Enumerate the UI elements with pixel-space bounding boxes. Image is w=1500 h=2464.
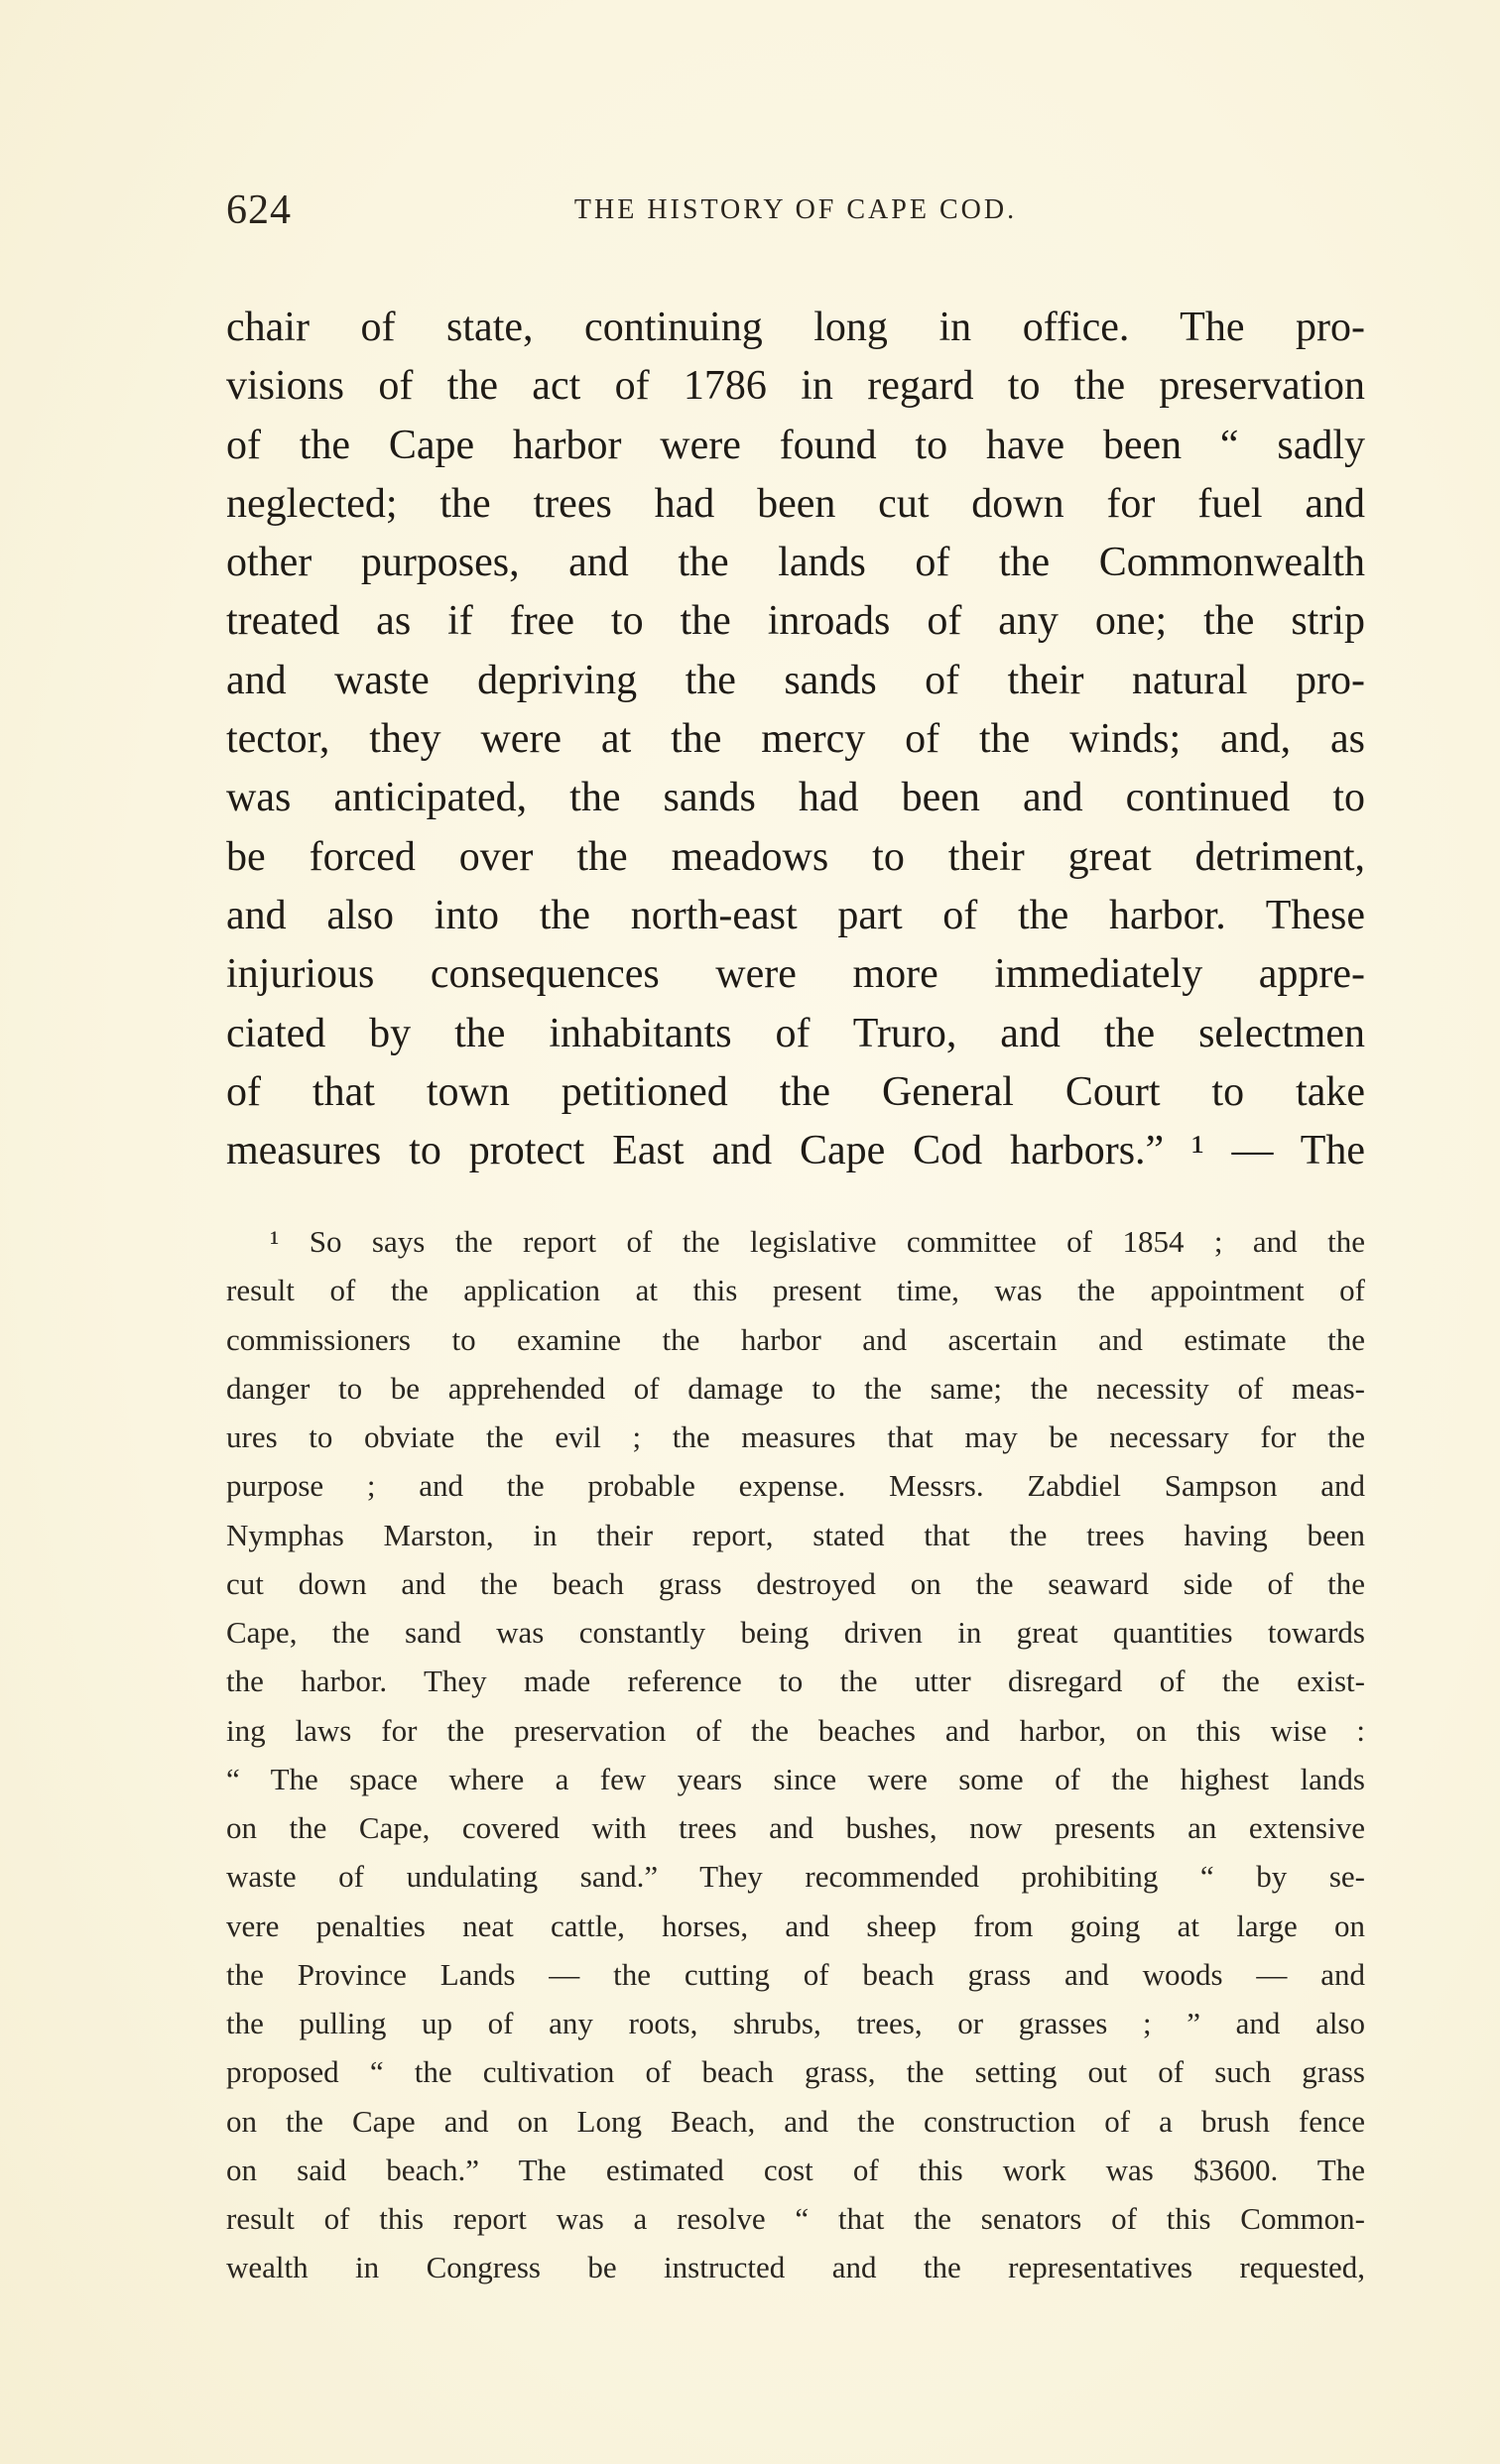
footnote-line: “ The space where a few years since were some of the highest lands (226, 1761, 1365, 1796)
main-text (226, 299, 1365, 1180)
footnote-line: the pulling up of any roots, shrubs, trees, or grasses ; ” and also (226, 2006, 1365, 2040)
body-line: ciated by the inhabitants of Truro, and the selectmen (226, 1010, 1365, 1056)
footnote-line: Cape, the sand was constantly being driven in great quantities towards (226, 1615, 1365, 1650)
body-line: of that town petitioned the General Court to take (226, 1068, 1365, 1115)
body-line: injurious consequences were more immediately appre- (226, 951, 1365, 998)
footnote-line: ures to obviate the evil ; the measures that may be necessary for the (226, 1419, 1365, 1454)
body-line: other purposes, and the lands of the Commonwealth (226, 540, 1365, 586)
body-line: was anticipated, the sands had been and continued to (226, 775, 1365, 821)
footnote-line: purpose ; and the probable expense. Messrs. Zabdiel Sampson and (226, 1468, 1365, 1504)
body-line: visions of the act of 1786 in regard to the preservation (226, 363, 1365, 410)
footnote-line: on the Cape, covered with trees and bushes, now presents an extensive (226, 1810, 1365, 1845)
footnote-line: result of this report was a resolve “ that the senators of this Common- (226, 2201, 1365, 2236)
body-line: of the Cape harbor were found to have been “ sadly (226, 422, 1365, 468)
footnote-line: commissioners to examine the harbor and ascertain and estimate the (226, 1321, 1365, 1357)
footnote-line: the harbor. They made reference to the utter disregard of the exist- (226, 1663, 1365, 1699)
footnote-line: wealth in Congress be instructed and the representatives requested, (226, 2250, 1365, 2285)
body-line: measures to protect East and Cape Cod harbors.” ¹ — The (226, 1128, 1365, 1174)
body-line: treated as if free to the inroads of any one; the strip (226, 598, 1365, 645)
running-head: THE HISTORY OF CAPE COD. (573, 194, 1018, 225)
page-header (226, 186, 1365, 258)
footnote-line: ¹ So says the report of the legislative committee of 1854 ; and the (270, 1224, 1365, 1259)
footnote-line: ing laws for the preservation of the beaches and harbor, on this wise : (226, 1712, 1365, 1748)
footnote-line: the Province Lands — the cutting of beach grass and woods — and (226, 1956, 1365, 1992)
footnote-line: result of the application at this present time, was the appointment of (226, 1273, 1365, 1308)
body-line: neglected; the trees had been cut down for fuel and (226, 480, 1365, 527)
footnote-line: danger to be apprehended of damage to the same; the necessity of meas- (226, 1370, 1365, 1406)
body-line: chair of state, continuing long in office. The pro- (226, 305, 1365, 350)
footnote-line: cut down and the beach grass destroyed on the seaward side of the (226, 1565, 1365, 1601)
body-line: be forced over the meadows to their great detriment, (226, 833, 1365, 880)
body-line: tector, they were at the mercy of the winds; and, as (226, 716, 1365, 763)
footnote-line: proposed “ the cultivation of beach grass, the setting out of such grass (226, 2054, 1365, 2090)
body-line: and waste depriving the sands of their natural pro- (226, 657, 1365, 703)
body-line: and also into the north-east part of the harbor. These (226, 892, 1365, 938)
footnote-line: vere penalties neat cattle, horses, and sheep from going at large on (226, 1908, 1365, 1943)
footnote-line: on the Cape and on Long Beach, and the construction of a brush fence (226, 2103, 1365, 2139)
footnote-line: waste of undulating sand.” They recommended prohibiting “ by se- (226, 1859, 1365, 1895)
page-number: 624 (226, 187, 292, 233)
footnote-line: on said beach.” The estimated cost of this work was $3600. The (226, 2152, 1365, 2187)
footnote-line: Nymphas Marston, in their report, stated that the trees having been (226, 1517, 1365, 1552)
footnote (226, 1217, 1365, 2292)
